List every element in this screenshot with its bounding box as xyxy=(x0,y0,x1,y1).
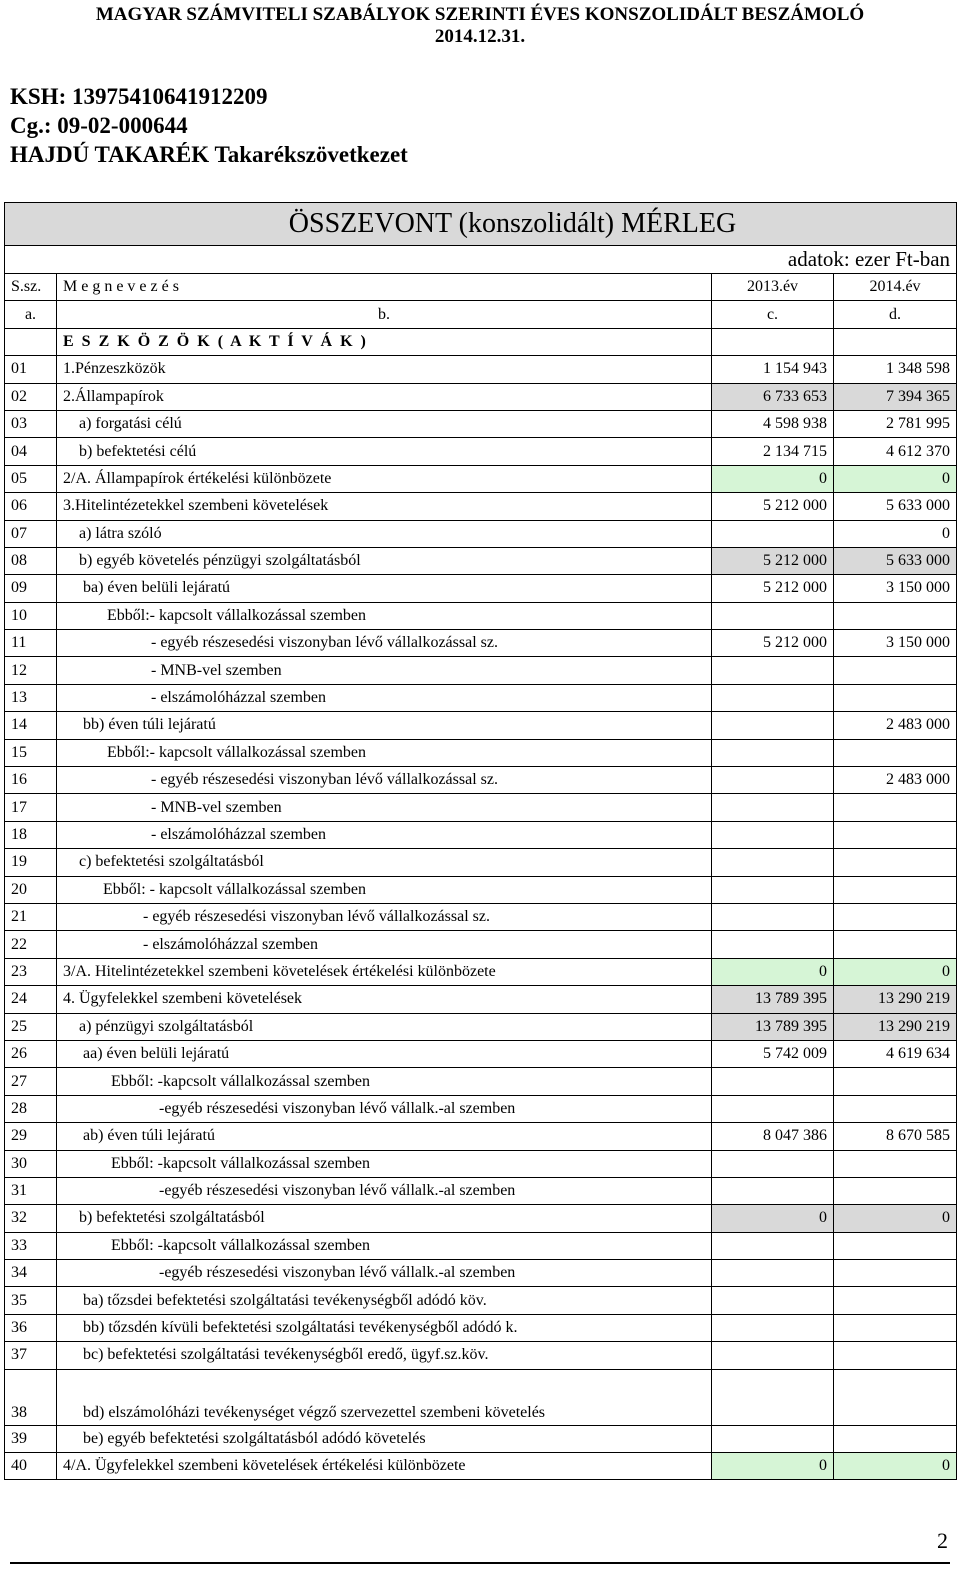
row-label: 4/A. Ügyfelekkel szembeni követelések értékelési különbözete xyxy=(57,1453,712,1480)
row-label: b) befektetési szolgáltatásból xyxy=(57,1205,712,1232)
row-label: - egyéb részesedési viszonyban lévő vállalkozással sz. xyxy=(57,630,712,657)
value-2013: 4 598 938 xyxy=(712,410,834,437)
row-number: 36 xyxy=(5,1314,57,1341)
registry-number: Cg.: 09-02-000644 xyxy=(10,113,188,138)
row-label: - elszámolóházzal szemben xyxy=(57,821,712,848)
table-row xyxy=(5,1068,957,1095)
col-letter-a: a. xyxy=(5,301,57,328)
row-label: c) befektetési szolgáltatásból xyxy=(57,849,712,876)
value-2014: 3 150 000 xyxy=(834,575,957,602)
col-header-name: M e g n e v e z é s xyxy=(57,274,712,301)
value-2013 xyxy=(712,739,834,766)
footer-rule xyxy=(10,1562,950,1564)
table-row xyxy=(5,1150,957,1177)
row-label: -egyéb részesedési viszonyban lévő vállalk.-al szemben xyxy=(57,1095,712,1122)
row-label: -egyéb részesedési viszonyban lévő vállalk.-al szemben xyxy=(57,1260,712,1287)
value-2014 xyxy=(834,1150,957,1177)
value-2013: 5 212 000 xyxy=(712,575,834,602)
value-2014: 8 670 585 xyxy=(834,1123,957,1150)
value-2013 xyxy=(712,821,834,848)
value-2014 xyxy=(834,903,957,930)
table-row xyxy=(5,602,957,629)
value-2014: 2 483 000 xyxy=(834,712,957,739)
value-2013: 13 789 395 xyxy=(712,1013,834,1040)
row-label: - elszámolóházzal szemben xyxy=(57,931,712,958)
page-number: 2 xyxy=(937,1528,948,1553)
row-number: 34 xyxy=(5,1260,57,1287)
value-2014: 3 150 000 xyxy=(834,630,957,657)
row-number: 38 xyxy=(5,1369,57,1425)
table-row xyxy=(5,1369,957,1425)
value-2013 xyxy=(712,657,834,684)
table-row xyxy=(5,1123,957,1150)
row-label: Ebből:- kapcsolt vállalkozással szemben xyxy=(57,739,712,766)
value-2013: 0 xyxy=(712,1453,834,1480)
balance-sheet-body xyxy=(5,203,957,1480)
company-name: HAJDÚ TAKARÉK Takarékszövetkezet xyxy=(10,142,408,167)
table-row xyxy=(5,684,957,711)
unit-label: adatok: ezer Ft-ban xyxy=(5,246,957,274)
table-row xyxy=(5,630,957,657)
row-label: Ebből: -kapcsolt vállalkozással szemben xyxy=(57,1150,712,1177)
table-row xyxy=(5,1095,957,1122)
value-2014: 0 xyxy=(834,958,957,985)
value-2014 xyxy=(834,1287,957,1314)
table-row xyxy=(5,1013,957,1040)
table-row xyxy=(5,438,957,465)
value-2013 xyxy=(712,1260,834,1287)
value-2013: 8 047 386 xyxy=(712,1123,834,1150)
report-title: MAGYAR SZÁMVITELI SZABÁLYOK SZERINTI ÉVES KONSZOLIDÁLT BESZÁMOLÓ xyxy=(95,4,865,25)
table-row xyxy=(5,1314,957,1341)
value-2013 xyxy=(712,903,834,930)
row-number: 39 xyxy=(5,1425,57,1452)
section-row xyxy=(5,328,957,355)
row-number: 33 xyxy=(5,1232,57,1259)
table-row xyxy=(5,1232,957,1259)
report-date: 2014.12.31. xyxy=(434,26,526,47)
table-row xyxy=(5,1287,957,1314)
table-row xyxy=(5,739,957,766)
row-label: be) egyéb befektetési szolgáltatásból adódó követelés xyxy=(57,1425,712,1452)
value-2013 xyxy=(712,1068,834,1095)
row-number: 35 xyxy=(5,1287,57,1314)
value-2013 xyxy=(712,931,834,958)
value-2014 xyxy=(834,794,957,821)
row-label: - egyéb részesedési viszonyban lévő vállalkozással sz. xyxy=(57,903,712,930)
value-2013: 13 789 395 xyxy=(712,986,834,1013)
row-number: 14 xyxy=(5,712,57,739)
row-label: 3/A. Hitelintézetekkel szembeni követelések értékelési különbözete xyxy=(57,958,712,985)
col-header-no: S.sz. xyxy=(5,274,57,301)
row-number: 37 xyxy=(5,1342,57,1369)
row-label: Ebből: -kapcsolt vállalkozással szemben xyxy=(57,1068,712,1095)
row-label: b) egyéb követelés pénzügyi szolgáltatásból xyxy=(57,547,712,574)
row-label: Ebből: - kapcsolt vállalkozással szemben xyxy=(57,876,712,903)
row-label: - egyéb részesedési viszonyban lévő vállalkozással sz. xyxy=(57,767,712,794)
table-row xyxy=(5,767,957,794)
row-number: 24 xyxy=(5,986,57,1013)
row-label: ba) éven belüli lejáratú xyxy=(57,575,712,602)
value-2014: 2 781 995 xyxy=(834,410,957,437)
table-row xyxy=(5,1177,957,1204)
row-number: 03 xyxy=(5,410,57,437)
value-2013 xyxy=(712,1177,834,1204)
value-2014 xyxy=(834,931,957,958)
row-label: aa) éven belüli lejáratú xyxy=(57,1040,712,1067)
table-row xyxy=(5,986,957,1013)
value-2014: 0 xyxy=(834,520,957,547)
row-number: 05 xyxy=(5,465,57,492)
row-number: 31 xyxy=(5,1177,57,1204)
table-title-row xyxy=(5,203,957,246)
table-row xyxy=(5,1260,957,1287)
col-header-2013: 2013.év xyxy=(712,274,834,301)
value-2014: 0 xyxy=(834,1205,957,1232)
value-2014 xyxy=(834,1342,957,1369)
row-number: 09 xyxy=(5,575,57,602)
value-2013: 5 212 000 xyxy=(712,630,834,657)
table-row xyxy=(5,547,957,574)
table-row xyxy=(5,1453,957,1480)
row-number: 22 xyxy=(5,931,57,958)
row-number: 30 xyxy=(5,1150,57,1177)
row-label: a) látra szóló xyxy=(57,520,712,547)
col-header-2014: 2014.év xyxy=(834,274,957,301)
value-2013: 5 212 000 xyxy=(712,547,834,574)
col-letter-b: b. xyxy=(57,301,712,328)
row-number: 32 xyxy=(5,1205,57,1232)
row-label: 2.Állampapírok xyxy=(57,383,712,410)
table-row xyxy=(5,849,957,876)
value-2014 xyxy=(834,1232,957,1259)
value-2013 xyxy=(712,1314,834,1341)
value-2014: 0 xyxy=(834,465,957,492)
row-number: 06 xyxy=(5,493,57,520)
row-number: 02 xyxy=(5,383,57,410)
row-label: - MNB-vel szemben xyxy=(57,657,712,684)
row-number: 13 xyxy=(5,684,57,711)
value-2013 xyxy=(712,1342,834,1369)
row-number: 04 xyxy=(5,438,57,465)
table-row xyxy=(5,821,957,848)
value-2014 xyxy=(834,1314,957,1341)
row-label: bb) tőzsdén kívüli befektetési szolgáltatási tevékenységből adódó k. xyxy=(57,1314,712,1341)
value-2014: 4 619 634 xyxy=(834,1040,957,1067)
value-2014 xyxy=(834,821,957,848)
value-2013 xyxy=(712,1425,834,1452)
row-label: Ebből:- kapcsolt vállalkozással szemben xyxy=(57,602,712,629)
value-2013 xyxy=(712,767,834,794)
row-label: ab) éven túli lejáratú xyxy=(57,1123,712,1150)
row-label: 1.Pénzeszközök xyxy=(57,356,712,383)
value-2013: 0 xyxy=(712,465,834,492)
section-title: E S Z K Ö Z Ö K ( A K T Í V Á K ) xyxy=(57,328,712,355)
section-cell-2013 xyxy=(712,328,834,355)
value-2013 xyxy=(712,602,834,629)
row-label: -egyéb részesedési viszonyban lévő vállalk.-al szemben xyxy=(57,1177,712,1204)
table-row xyxy=(5,794,957,821)
table-row xyxy=(5,1205,957,1232)
value-2014: 2 483 000 xyxy=(834,767,957,794)
row-label: - elszámolóházzal szemben xyxy=(57,684,712,711)
table-row xyxy=(5,1425,957,1452)
table-row xyxy=(5,465,957,492)
value-2013 xyxy=(712,1095,834,1122)
row-number: 25 xyxy=(5,1013,57,1040)
value-2013 xyxy=(712,520,834,547)
value-2013: 5 742 009 xyxy=(712,1040,834,1067)
value-2014 xyxy=(834,684,957,711)
value-2013 xyxy=(712,1150,834,1177)
table-row xyxy=(5,903,957,930)
section-cell-2014 xyxy=(834,328,957,355)
value-2013 xyxy=(712,684,834,711)
value-2014 xyxy=(834,1369,957,1425)
row-number: 20 xyxy=(5,876,57,903)
row-number: 17 xyxy=(5,794,57,821)
value-2013 xyxy=(712,849,834,876)
table-row xyxy=(5,1342,957,1369)
row-number: 29 xyxy=(5,1123,57,1150)
table-row xyxy=(5,493,957,520)
value-2013 xyxy=(712,1232,834,1259)
value-2013 xyxy=(712,1369,834,1425)
table-row xyxy=(5,876,957,903)
value-2014: 5 633 000 xyxy=(834,547,957,574)
value-2014 xyxy=(834,849,957,876)
row-label: Ebből: -kapcsolt vállalkozással szemben xyxy=(57,1232,712,1259)
value-2013 xyxy=(712,794,834,821)
value-2014 xyxy=(834,1260,957,1287)
section-no-cell xyxy=(5,328,57,355)
row-label: a) pénzügyi szolgáltatásból xyxy=(57,1013,712,1040)
ksh-number: KSH: 13975410641912209 xyxy=(10,84,268,109)
column-header-row xyxy=(5,274,957,301)
value-2014 xyxy=(834,876,957,903)
row-number: 07 xyxy=(5,520,57,547)
row-number: 08 xyxy=(5,547,57,574)
col-letter-c: c. xyxy=(712,301,834,328)
unit-row xyxy=(5,246,957,274)
row-number: 23 xyxy=(5,958,57,985)
row-number: 15 xyxy=(5,739,57,766)
value-2013: 0 xyxy=(712,958,834,985)
table-row xyxy=(5,958,957,985)
table-row xyxy=(5,383,957,410)
value-2014: 1 348 598 xyxy=(834,356,957,383)
value-2013 xyxy=(712,1287,834,1314)
row-label: 3.Hitelintézetekkel szembeni követelések xyxy=(57,493,712,520)
row-label: bd) elszámolóházi tevékenységet végző szervezettel szembeni követelés xyxy=(57,1369,712,1425)
value-2014: 13 290 219 xyxy=(834,1013,957,1040)
balance-sheet-table xyxy=(4,202,957,1480)
value-2014 xyxy=(834,1068,957,1095)
table-row xyxy=(5,712,957,739)
row-label: bc) befektetési szolgáltatási tevékenységből eredő, ügyf.sz.köv. xyxy=(57,1342,712,1369)
company-block xyxy=(10,82,408,169)
row-label: ba) tőzsdei befektetési szolgáltatási tevékenységből adódó köv. xyxy=(57,1287,712,1314)
row-number: 18 xyxy=(5,821,57,848)
value-2014 xyxy=(834,739,957,766)
table-row xyxy=(5,575,957,602)
value-2014: 4 612 370 xyxy=(834,438,957,465)
row-number: 21 xyxy=(5,903,57,930)
row-number: 12 xyxy=(5,657,57,684)
row-label: b) befektetési célú xyxy=(57,438,712,465)
row-number: 26 xyxy=(5,1040,57,1067)
row-number: 10 xyxy=(5,602,57,629)
column-letter-row xyxy=(5,301,957,328)
row-number: 40 xyxy=(5,1453,57,1480)
value-2013 xyxy=(712,712,834,739)
document-title xyxy=(0,4,960,48)
value-2014 xyxy=(834,1095,957,1122)
row-number: 28 xyxy=(5,1095,57,1122)
table-row xyxy=(5,931,957,958)
row-number: 16 xyxy=(5,767,57,794)
value-2014: 7 394 365 xyxy=(834,383,957,410)
value-2014 xyxy=(834,657,957,684)
row-label: - MNB-vel szemben xyxy=(57,794,712,821)
value-2014 xyxy=(834,1425,957,1452)
row-number: 19 xyxy=(5,849,57,876)
value-2014: 13 290 219 xyxy=(834,986,957,1013)
value-2013: 1 154 943 xyxy=(712,356,834,383)
row-label: 2/A. Állampapírok értékelési különbözete xyxy=(57,465,712,492)
value-2013: 2 134 715 xyxy=(712,438,834,465)
table-row xyxy=(5,356,957,383)
value-2014 xyxy=(834,602,957,629)
col-letter-d: d. xyxy=(834,301,957,328)
value-2013: 0 xyxy=(712,1205,834,1232)
table-row xyxy=(5,657,957,684)
row-number: 11 xyxy=(5,630,57,657)
row-label: bb) éven túli lejáratú xyxy=(57,712,712,739)
table-row xyxy=(5,410,957,437)
value-2014: 5 633 000 xyxy=(834,493,957,520)
row-label: 4. Ügyfelekkel szembeni követelések xyxy=(57,986,712,1013)
value-2014: 0 xyxy=(834,1453,957,1480)
row-number: 01 xyxy=(5,356,57,383)
value-2013: 5 212 000 xyxy=(712,493,834,520)
row-number: 27 xyxy=(5,1068,57,1095)
value-2014 xyxy=(834,1177,957,1204)
row-label: a) forgatási célú xyxy=(57,410,712,437)
value-2013 xyxy=(712,876,834,903)
table-title: ÖSSZEVONT (konszolidált) MÉRLEG xyxy=(5,203,957,246)
value-2013: 6 733 653 xyxy=(712,383,834,410)
table-row xyxy=(5,520,957,547)
table-row xyxy=(5,1040,957,1067)
